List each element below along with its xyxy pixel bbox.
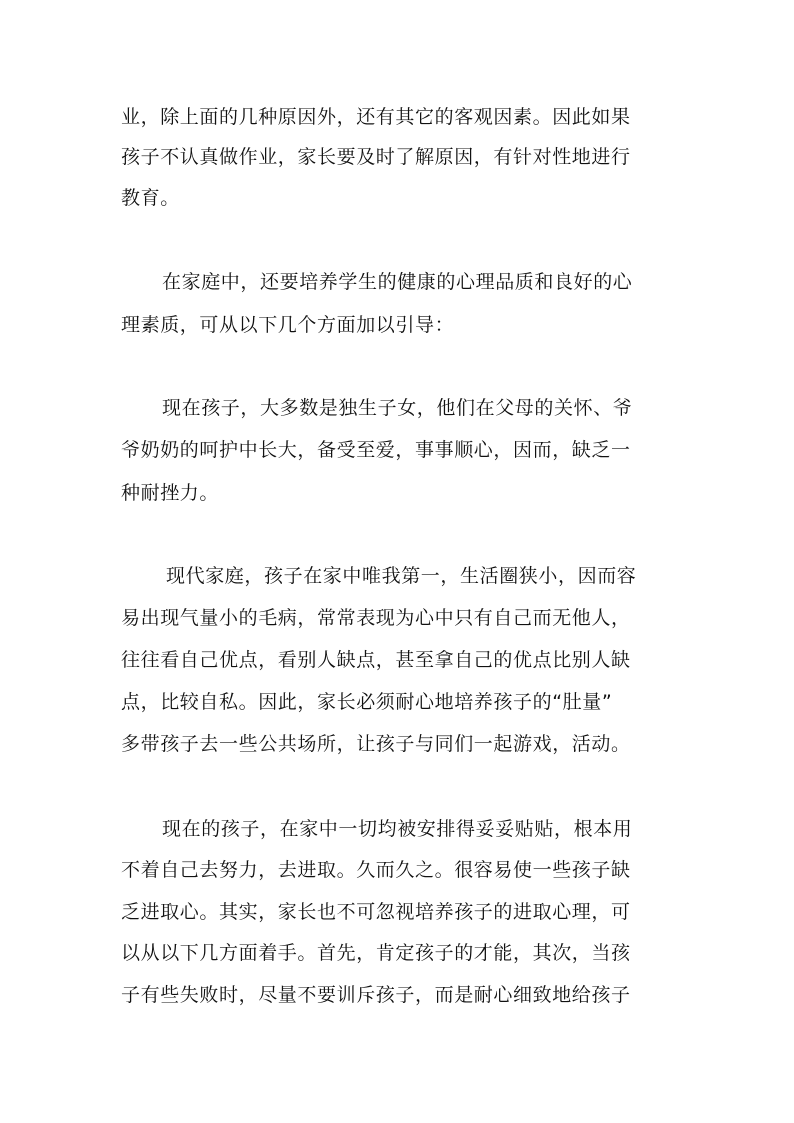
paragraph-1-line-2: 孩子不认真做作业，家长要及时了解原因，有针对性地进行 bbox=[121, 146, 631, 168]
paragraph-3-line-3: 种耐挫力。 bbox=[121, 482, 220, 504]
paragraph-1-line-1: 业，除上面的几种原因外，还有其它的客观因素。因此如果 bbox=[121, 106, 631, 128]
paragraph-5-line-2: 不着自己去努力，去进取。久而久之。很容易使一些孩子缺 bbox=[121, 859, 631, 881]
paragraph-1-line-3: 教育。 bbox=[121, 187, 180, 209]
paragraph-4-line-4: 点，比较自私。因此，家长必须耐心地培养孩子的“肚量” bbox=[121, 691, 613, 713]
paragraph-4-line-5: 多带孩子去一些公共场所，让孩子与同们一起游戏，活动。 bbox=[121, 733, 631, 755]
paragraph-4-line-2: 易出现气量小的毛病，常常表现为心中只有自己而无他人， bbox=[121, 607, 631, 629]
paragraph-3-line-1: 现在孩子，大多数是独生子女，他们在父母的关怀、爷 bbox=[162, 397, 633, 419]
paragraph-2-line-1: 在家庭中，还要培养学生的健康的心理品质和良好的心 bbox=[162, 271, 633, 293]
paragraph-5-line-4: 以从以下几方面着手。首先，肯定孩子的才能，其次，当孩 bbox=[121, 942, 631, 964]
paragraph-4-line-3: 往往看自己优点，看别人缺点，甚至拿自己的优点比别人缺 bbox=[121, 649, 631, 671]
paragraph-5-line-3: 乏进取心。其实，家长也不可忽视培养孩子的进取心理，可 bbox=[121, 901, 631, 923]
paragraph-3-line-2: 爷奶奶的呵护中长大，备受至爱，事事顺心，因而，缺乏一 bbox=[121, 439, 631, 461]
paragraph-5-line-5: 子有些失败时，尽量不要训斥孩子，而是耐心细致地给孩子 bbox=[121, 984, 631, 1006]
paragraph-2-line-2: 理素质，可从以下几个方面加以引导： bbox=[121, 314, 455, 336]
paragraph-5-line-1: 现在的孩子，在家中一切均被安排得妥妥贴贴，根本用 bbox=[162, 818, 633, 840]
paragraph-4-line-1: 现代家庭，孩子在家中唯我第一，生活圈狭小，因而容 bbox=[166, 565, 637, 587]
